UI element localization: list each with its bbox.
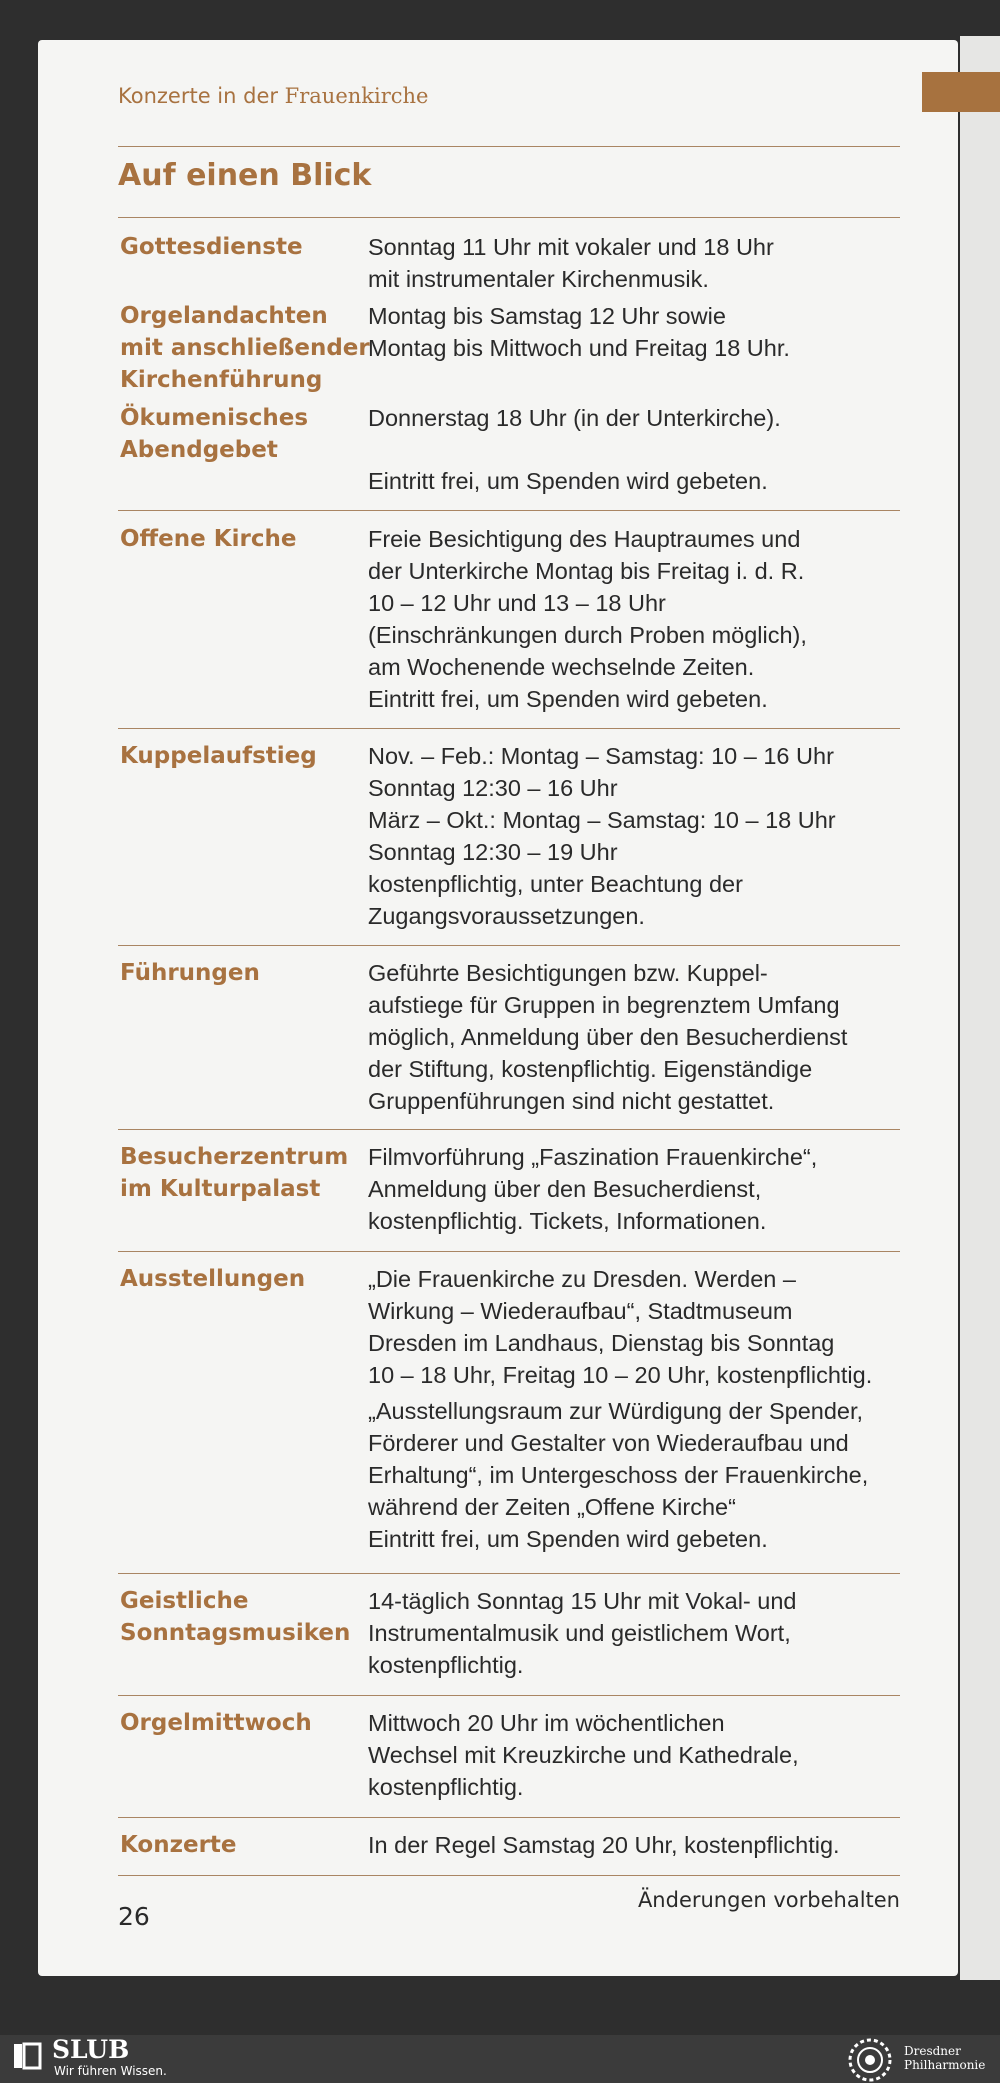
row-text-gottesdienste: Sonntag 11 Uhr mit vokaler und 18 Uhr mit instrumentaler Kirchenmusik. bbox=[368, 234, 774, 292]
row-note-admission: Eintritt frei, um Spenden wird gebeten. bbox=[368, 468, 768, 494]
row-text-besucherzentrum: Filmvorführung „Faszination Frauenkirche“, Anmeldung über den Besucherdienst, kostenpflichtig. Tickets, Informationen. bbox=[368, 1144, 818, 1234]
library-name: SLUB bbox=[52, 2035, 130, 2064]
row-text-orgelandachten: Montag bis Samstag 12 Uhr sowie Montag bis Mittwoch und Freitag 18 Uhr. bbox=[368, 303, 790, 361]
row-text-offene-kirche: Freie Besichtigung des Hauptraumes und der Unterkirche Montag bis Freitag i. d. R. 10 – 12 Uhr und 13 – 18 Uhr (Einschränkungen durch Proben möglich), am Wochenende wechselnde Zeiten. Eintritt frei, um Spenden wird gebeten. bbox=[368, 526, 807, 712]
row-label-besucherzentrum: Besucherzentrum im Kulturpalast bbox=[120, 1144, 349, 1202]
row-label-ausstellungen: Ausstellungen bbox=[120, 1266, 306, 1292]
title-rule bbox=[118, 217, 900, 218]
row-label-offene-kirche: Offene Kirche bbox=[120, 526, 297, 552]
row-label-orgelmittwoch: Orgelmittwoch bbox=[120, 1710, 312, 1736]
row-text-abendgebet: Donnerstag 18 Uhr (in der Unterkirche). bbox=[368, 405, 781, 431]
row-divider bbox=[118, 510, 900, 511]
row-text-ausstellungen: „Die Frauenkirche zu Dresden. Werden – Wirkung – Wiederaufbau“, Stadtmuseum Dresden im Landhaus, Dienstag bis Sonntag 10 – 18 Uhr, Freitag 10 – 20 Uhr, kostenpflichtig. bbox=[368, 1266, 873, 1388]
library-logo-icon bbox=[12, 2040, 44, 2072]
header-rule bbox=[118, 146, 900, 147]
section-tab-marker bbox=[922, 72, 1000, 112]
row-text-sonntagsmusiken: 14-täglich Sonntag 15 Uhr mit Vokal- und Instrumentalmusik und geistlichem Wort, kostenpflichtig. bbox=[368, 1588, 797, 1678]
row-text-kuppelaufstieg: Nov. – Feb.: Montag – Samstag: 10 – 16 Uhr Sonntag 12:30 – 16 Uhr März – Okt.: Montag – Samstag: 10 – 18 Uhr Sonntag 12:30 – 19 Uhr kostenpflichtig, unter Beachtung der Zugangsvoraussetzungen. bbox=[368, 743, 836, 929]
philharmonie-logo-icon bbox=[842, 2038, 898, 2082]
footer-note: Änderungen vorbehalten bbox=[637, 1888, 900, 1912]
bottom-rule bbox=[118, 1875, 900, 1876]
row-label-abendgebet: Ökumenisches Abendgebet bbox=[120, 405, 309, 463]
row-divider bbox=[118, 1573, 900, 1574]
library-tagline: Wir führen Wissen. bbox=[54, 2064, 167, 2078]
row-text-konzerte: In der Regel Samstag 20 Uhr, kostenpflichtig. bbox=[368, 1832, 840, 1858]
running-head bbox=[118, 84, 428, 108]
row-text-orgelmittwoch: Mittwoch 20 Uhr im wöchentlichen Wechsel mit Kreuzkirche und Kathedrale, kostenpflichtig. bbox=[368, 1710, 799, 1800]
page-number: 26 bbox=[118, 1902, 150, 1931]
row-divider bbox=[118, 1129, 900, 1130]
next-page-edge bbox=[960, 36, 1000, 1980]
row-divider bbox=[118, 1251, 900, 1252]
row-label-orgelandachten: Orgelandachten mit anschließender Kirchenführung bbox=[120, 303, 370, 393]
running-head-prefix: Konzerte in der bbox=[118, 84, 285, 108]
row-label-gottesdienste: Gottesdienste bbox=[120, 234, 303, 260]
row-divider bbox=[118, 945, 900, 946]
row-label-konzerte: Konzerte bbox=[120, 1832, 237, 1858]
row-divider bbox=[118, 1817, 900, 1818]
row-text-ausstellungsraum: „Ausstellungsraum zur Würdigung der Spender, Förderer und Gestalter von Wiederaufbau und Erhaltung“, im Untergeschoss der Frauenkirche, während der Zeiten „Offene Kirche“ Eintritt frei, um Spenden wird gebeten. bbox=[368, 1398, 869, 1552]
row-text-fuehrungen: Geführte Besichtigungen bzw. Kuppel- aufstiege für Gruppen in begrenztem Umfang möglich, Anmeldung über den Besucherdienst der Stiftung, kostenpflichtig. Eigenständige Gruppenführungen sind nicht gestattet. bbox=[368, 960, 848, 1114]
row-divider bbox=[118, 728, 900, 729]
philharmonie-name: Dresdner Philharmonie bbox=[904, 2044, 986, 2072]
page-title: Auf einen Blick bbox=[118, 158, 372, 193]
row-label-kuppelaufstieg: Kuppelaufstieg bbox=[120, 743, 317, 769]
running-head-church: Frauenkirche bbox=[284, 84, 429, 108]
row-label-fuehrungen: Führungen bbox=[120, 960, 260, 986]
row-divider bbox=[118, 1695, 900, 1696]
row-label-sonntagsmusiken: Geistliche Sonntagsmusiken bbox=[120, 1588, 351, 1646]
